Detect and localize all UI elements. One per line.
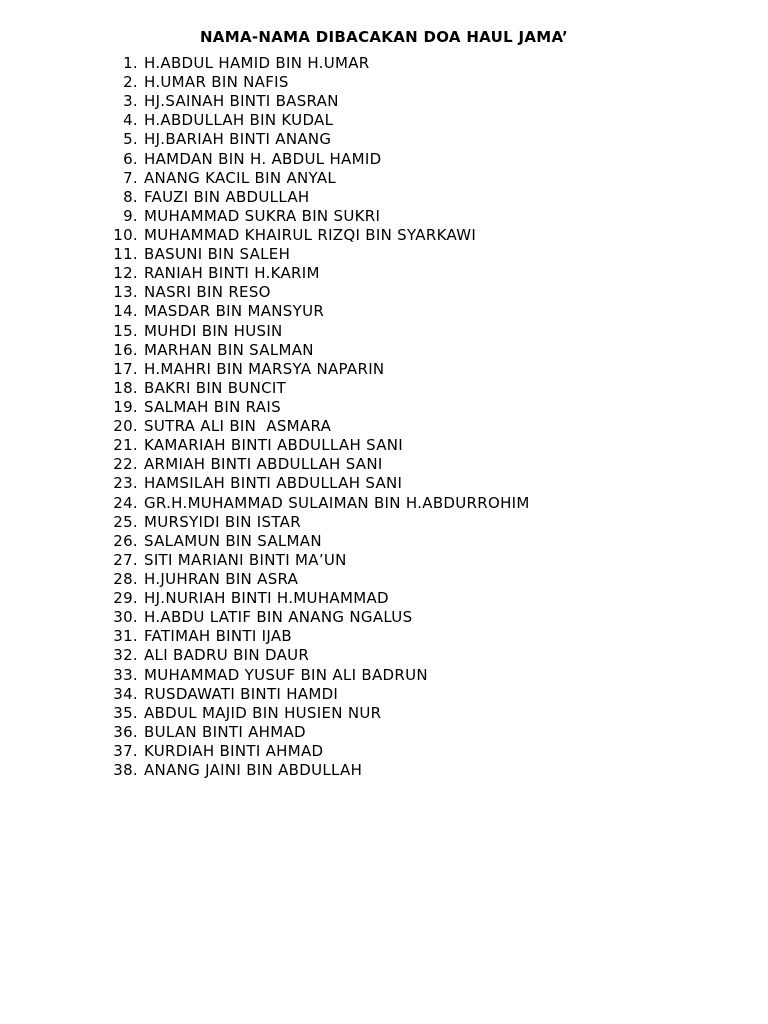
item-number: 23. <box>113 474 138 493</box>
item-name: FATIMAH BINTI IJAB <box>144 627 293 646</box>
item-number: 11. <box>113 245 138 264</box>
item-name: MUHAMMAD YUSUF BIN ALI BADRUN <box>144 665 428 684</box>
item-name: HJ.NURIAH BINTI H.MUHAMMAD <box>144 589 389 608</box>
list-item <box>108 532 530 551</box>
item-number: 3. <box>123 92 138 111</box>
list-item <box>108 551 530 570</box>
item-name: MURSYIDI BIN ISTAR <box>144 512 301 531</box>
list-item <box>108 360 530 379</box>
item-number: 15. <box>113 321 138 340</box>
list-item <box>108 608 530 627</box>
item-number: 8. <box>123 187 138 206</box>
item-number: 36. <box>113 722 138 741</box>
item-number: 31. <box>113 627 138 646</box>
list-item <box>108 455 530 474</box>
item-name: ANANG JAINI BIN ABDULLAH <box>144 761 363 780</box>
item-name: BULAN BINTI AHMAD <box>144 722 306 741</box>
item-number: 4. <box>123 111 138 130</box>
item-name: MUHAMMAD KHAIRUL RIZQI BIN SYARKAWI <box>144 225 477 244</box>
item-number: 33. <box>113 665 138 684</box>
list-item <box>108 92 530 111</box>
list-item <box>108 742 530 761</box>
item-number: 27. <box>113 550 138 569</box>
list-item <box>108 723 530 742</box>
item-name: H.UMAR BIN NAFIS <box>144 73 289 92</box>
item-name: ANANG KACIL BIN ANYAL <box>144 168 337 187</box>
item-number: 10. <box>113 225 138 244</box>
item-name: FAUZI BIN ABDULLAH <box>144 187 310 206</box>
list-item <box>108 417 530 436</box>
item-name: MASDAR BIN MANSYUR <box>144 302 325 321</box>
item-number: 17. <box>113 359 138 378</box>
item-name: H.ABDU LATIF BIN ANANG NGALUS <box>144 608 413 627</box>
item-name: HJ.SAINAH BINTI BASRAN <box>144 92 339 111</box>
item-name: SALAMUN BIN SALMAN <box>144 531 322 550</box>
item-number: 28. <box>113 569 138 588</box>
list-item <box>108 169 530 188</box>
item-number: 29. <box>113 589 138 608</box>
list-item <box>108 494 530 513</box>
item-number: 12. <box>113 264 138 283</box>
item-number: 5. <box>123 130 138 149</box>
item-name: BAKRI BIN BUNCIT <box>144 378 287 397</box>
item-number: 34. <box>113 684 138 703</box>
item-number: 38. <box>113 761 138 780</box>
item-name: RANIAH BINTI H.KARIM <box>144 264 320 283</box>
item-name: ARMIAH BINTI ABDULLAH SANI <box>144 455 383 474</box>
list-item <box>108 130 530 149</box>
list-item <box>108 570 530 589</box>
item-name: MUHAMMAD SUKRA BIN SUKRI <box>144 206 381 225</box>
list-item <box>108 150 530 169</box>
list-item <box>108 513 530 532</box>
item-number: 16. <box>113 340 138 359</box>
list-item <box>108 761 530 780</box>
item-number: 13. <box>113 283 138 302</box>
item-number: 6. <box>123 149 138 168</box>
list-item <box>108 627 530 646</box>
item-name: SALMAH BIN RAIS <box>144 397 281 416</box>
item-name: H.MAHRI BIN MARSYA NAPARIN <box>144 359 385 378</box>
list-item <box>108 666 530 685</box>
item-number: 26. <box>113 531 138 550</box>
item-name: H.JUHRAN BIN ASRA <box>144 569 299 588</box>
item-name: RUSDAWATI BINTI HAMDI <box>144 684 339 703</box>
list-item <box>108 379 530 398</box>
list-item <box>108 341 530 360</box>
item-number: 30. <box>113 608 138 627</box>
item-name: HJ.BARIAH BINTI ANANG <box>144 130 332 149</box>
item-name: ABDUL MAJID BIN HUSIEN NUR <box>144 703 382 722</box>
list-item <box>108 685 530 704</box>
item-name: GR.H.MUHAMMAD SULAIMAN BIN H.ABDURROHIM <box>144 493 530 512</box>
item-name: HAMSILAH BINTI ABDULLAH SANI <box>144 474 403 493</box>
list-item <box>108 646 530 665</box>
list-item <box>108 322 530 341</box>
list-item <box>108 207 530 226</box>
item-number: 35. <box>113 703 138 722</box>
item-name: KAMARIAH BINTI ABDULLAH SANI <box>144 436 404 455</box>
item-number: 14. <box>113 302 138 321</box>
item-name: HAMDAN BIN H. ABDUL HAMID <box>144 149 382 168</box>
list-item <box>108 188 530 207</box>
list-item <box>108 704 530 723</box>
list-item <box>108 398 530 417</box>
item-number: 20. <box>113 417 138 436</box>
item-number: 24. <box>113 493 138 512</box>
item-name: NASRI BIN RESO <box>144 283 271 302</box>
list-item <box>108 245 530 264</box>
item-name: SUTRA ALI BIN ASMARA <box>144 417 332 436</box>
item-name: KURDIAH BINTI AHMAD <box>144 741 324 760</box>
list-item <box>108 283 530 302</box>
list-item <box>108 226 530 245</box>
name-list <box>108 54 530 780</box>
item-number: 18. <box>113 378 138 397</box>
item-name: H.ABDUL HAMID BIN H.UMAR <box>144 54 370 72</box>
item-name: SITI MARIANI BINTI MA’UN <box>144 550 347 569</box>
item-name: BASUNI BIN SALEH <box>144 245 291 264</box>
item-number: 25. <box>113 512 138 531</box>
list-item <box>108 302 530 321</box>
item-name: H.ABDULLAH BIN KUDAL <box>144 111 334 130</box>
item-number: 1. <box>123 54 138 72</box>
item-name: MARHAN BIN SALMAN <box>144 340 314 359</box>
document-title: NAMA-NAMA DIBACAKAN DOA HAUL JAMA’ <box>199 28 569 46</box>
list-item <box>108 73 530 92</box>
list-item <box>108 54 530 73</box>
list-item <box>108 111 530 130</box>
list-item <box>108 264 530 283</box>
item-name: ALI BADRU BIN DAUR <box>144 646 310 665</box>
item-number: 9. <box>123 206 138 225</box>
item-number: 22. <box>113 455 138 474</box>
item-number: 2. <box>123 73 138 92</box>
item-number: 21. <box>113 436 138 455</box>
item-number: 32. <box>113 646 138 665</box>
item-name: MUHDI BIN HUSIN <box>144 321 283 340</box>
item-number: 37. <box>113 741 138 760</box>
item-number: 19. <box>113 397 138 416</box>
list-item <box>108 436 530 455</box>
list-item <box>108 589 530 608</box>
item-number: 7. <box>123 168 138 187</box>
list-item <box>108 474 530 493</box>
